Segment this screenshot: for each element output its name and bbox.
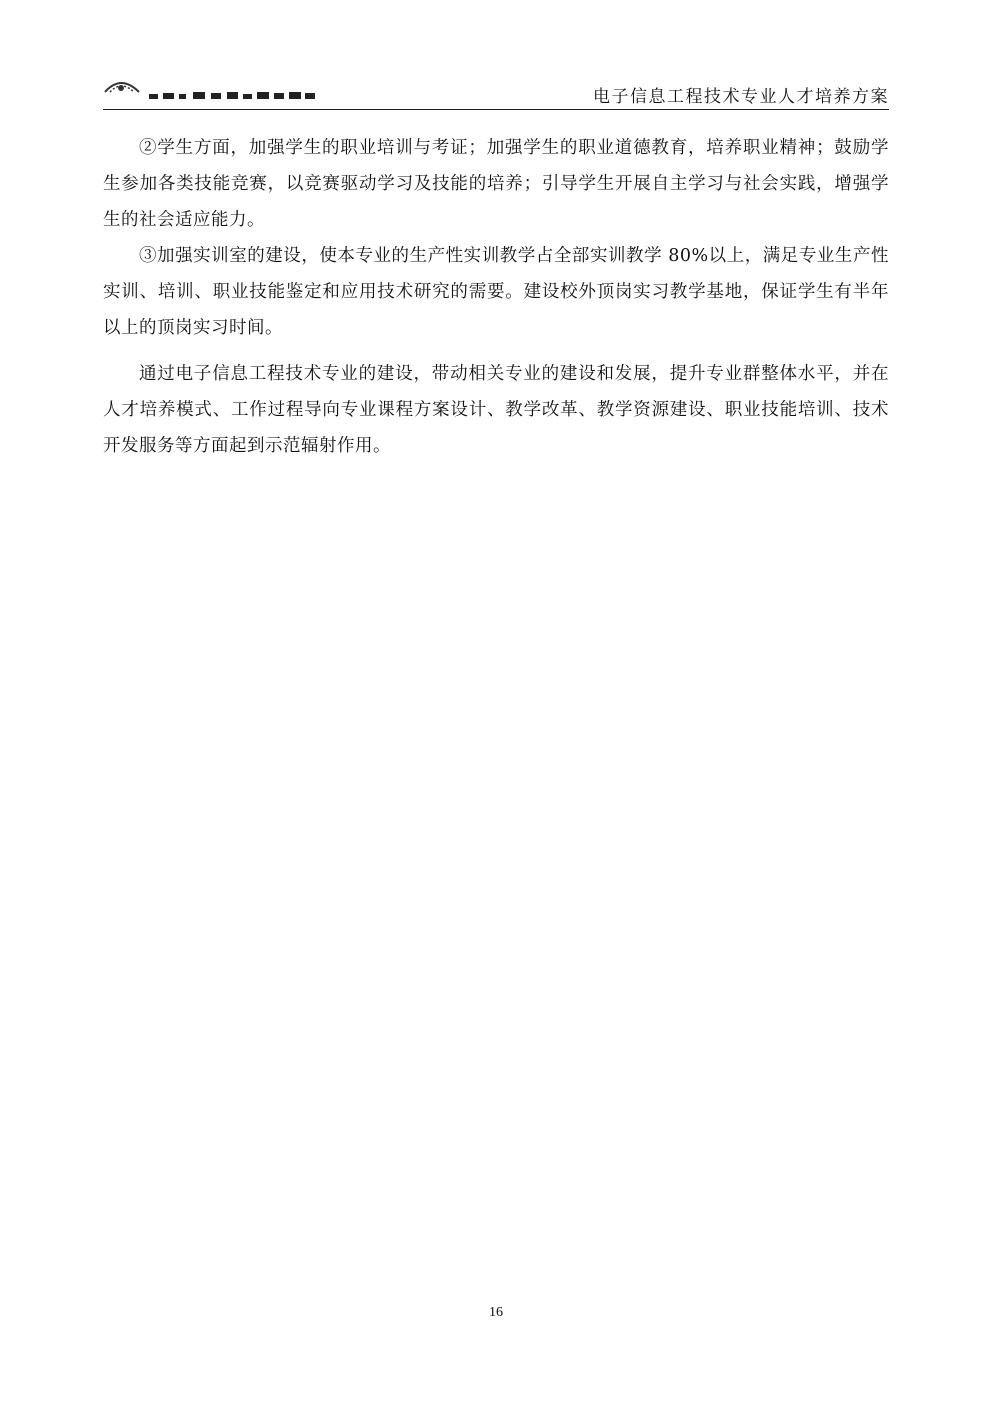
paragraph-summary: 通过电子信息工程技术专业的建设，带动相关专业的建设和发展，提升专业群整体水平，并在人才培养模式、工作过程导向专业课程方案设计、教学改革、教学资源建设、职业技能培训、技术开发服务等方面起到示范辐射作用。 xyxy=(103,364,889,456)
page-header xyxy=(103,66,889,110)
document-header-title: 电子信息工程技术专业人才培养方案 xyxy=(593,87,889,107)
paragraph-training-room: ③加强实训室的建设，使本专业的生产性实训教学占全部实训教学 80%以上，满足专业生产性实训、培训、职业技能鉴定和应用技术研究的需要。建设校外顶岗实习教学基地，保证学生有半年以上的顶岗实习时间。 xyxy=(103,246,889,338)
header-divider xyxy=(103,109,889,110)
page-number: 16 xyxy=(489,1305,503,1320)
school-logo-icon xyxy=(103,72,323,104)
paragraph-student-aspect: ②学生方面，加强学生的职业培训与考证；加强学生的职业道德教育，培养职业精神；鼓励学生参加各类技能竞赛，以竞赛驱动学习及技能的培养；引导学生开展自主学习与社会实践，增强学生的社会适应能力。 xyxy=(103,138,889,230)
document-body xyxy=(103,130,889,464)
